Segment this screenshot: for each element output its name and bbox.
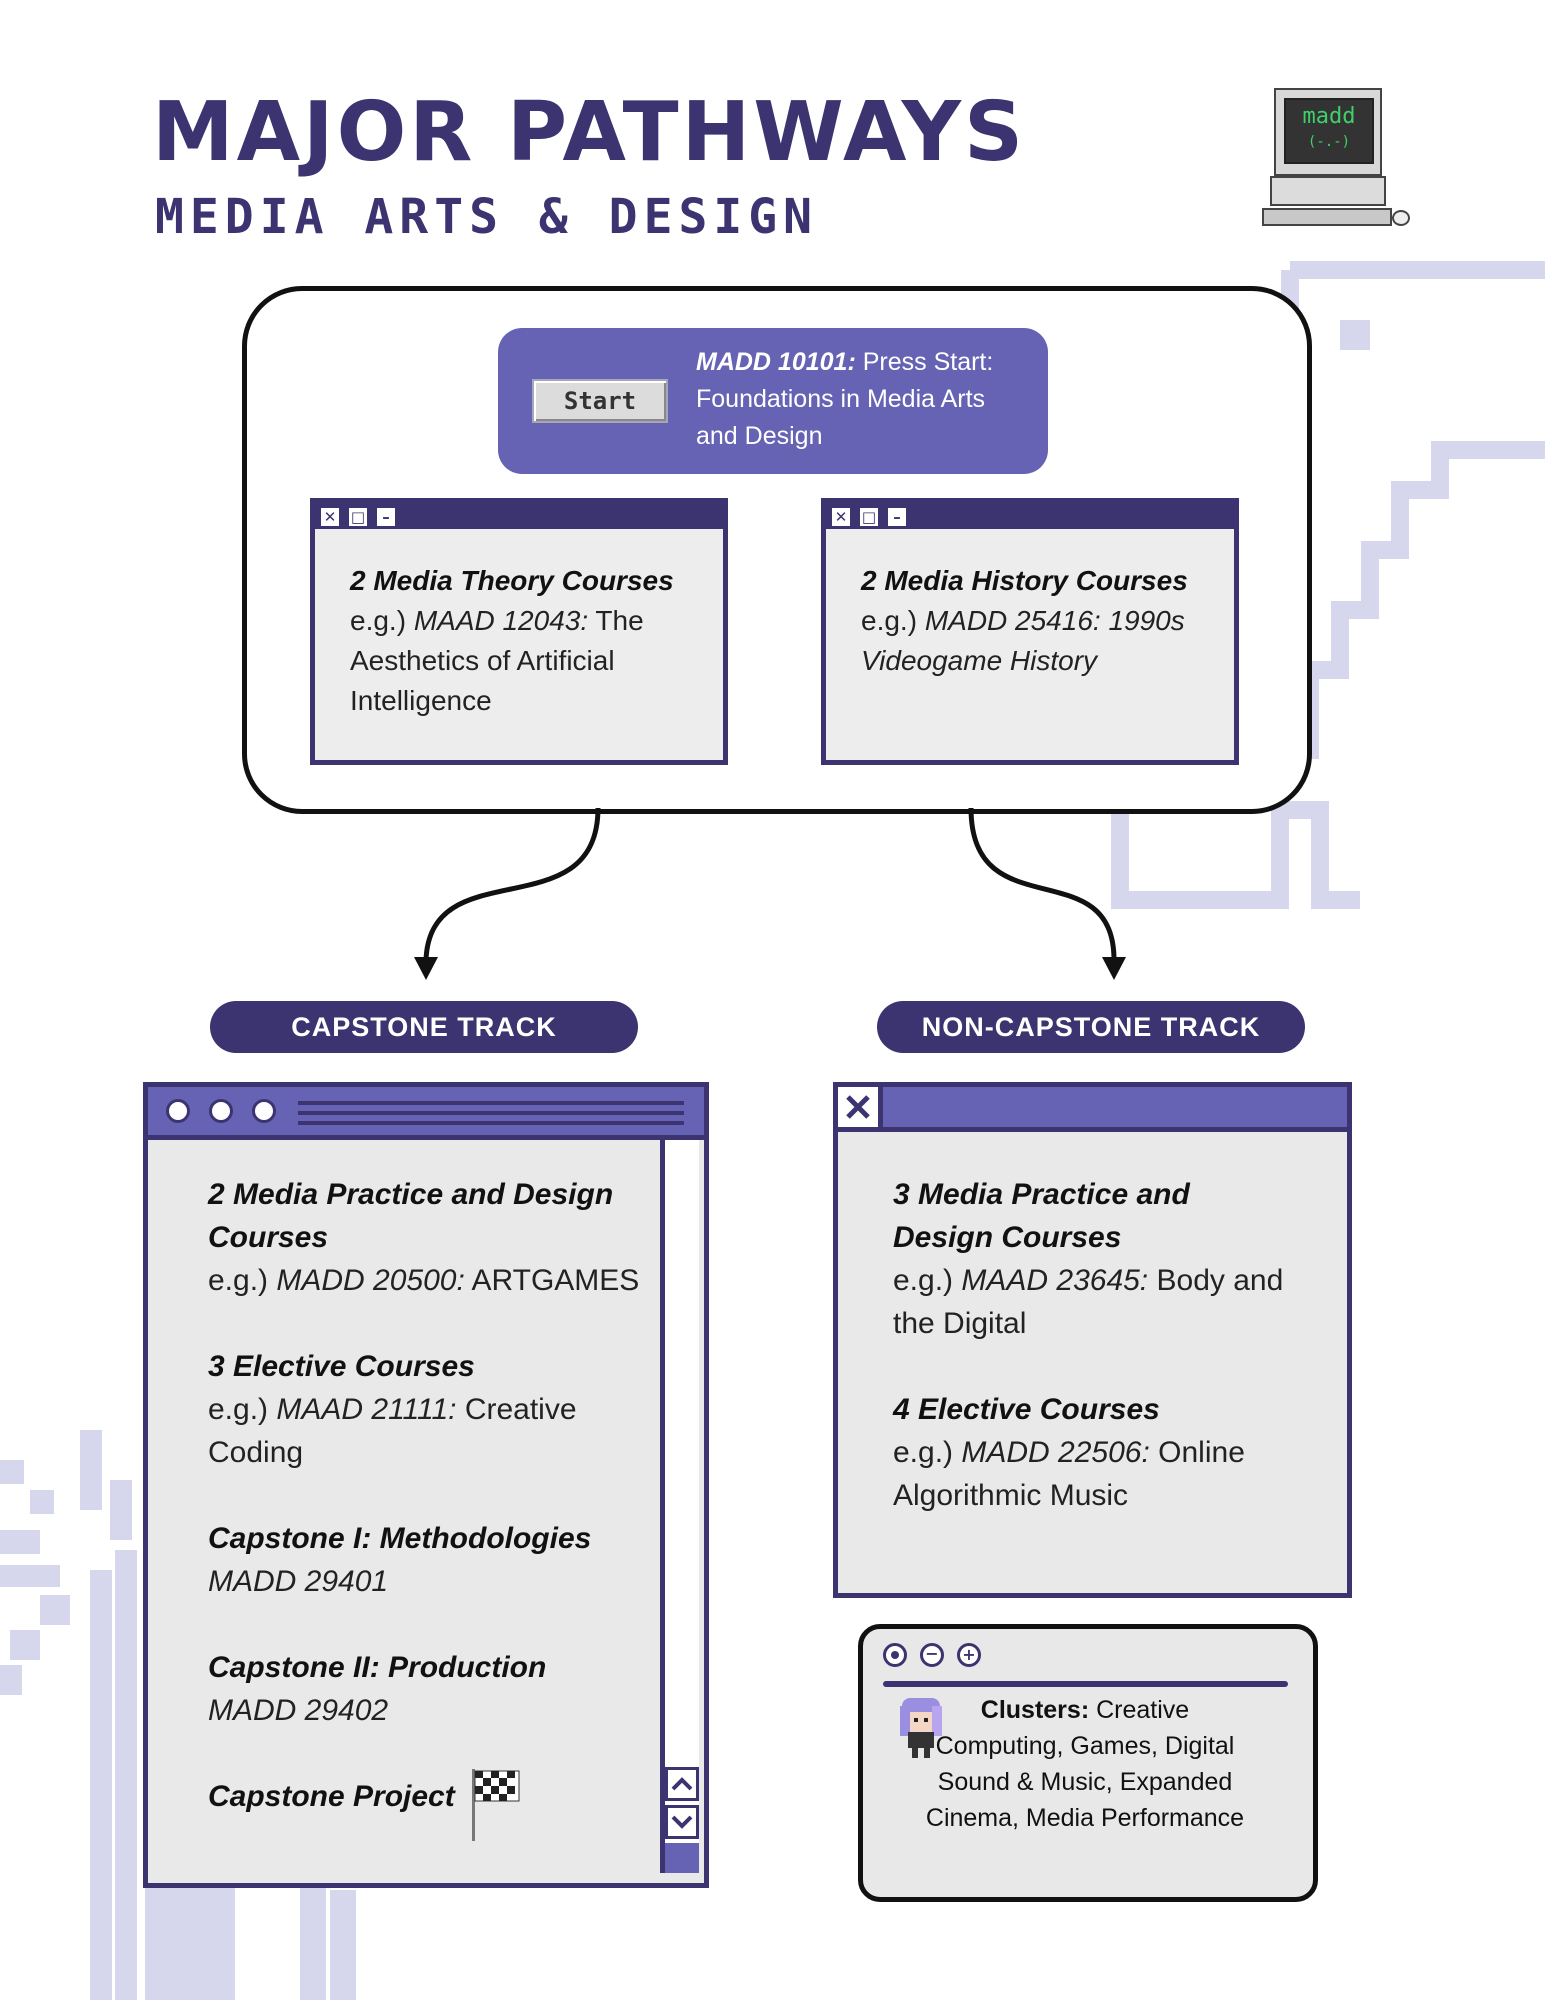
history-heading: 2 Media History Courses	[861, 565, 1188, 596]
capstone2-code: MADD 29402	[208, 1694, 389, 1727]
titlebar-lines	[298, 1101, 684, 1105]
page-subtitle: MEDIA ARTS & DESIGN	[155, 189, 819, 245]
start-course-title: Press Start: Foundations in Media Arts and Design	[696, 348, 994, 450]
noncapstone-elective-example: e.g.) MADD 22506: Online Algorithmic Music	[893, 1436, 1245, 1512]
chevron-down-icon	[668, 1808, 696, 1836]
titlebar-lines	[298, 1111, 684, 1115]
logo-face: (-.-)	[1307, 134, 1351, 150]
clusters-divider	[883, 1681, 1288, 1687]
minimize-icon[interactable]: –	[887, 507, 907, 527]
clusters-label: Clusters:	[980, 1696, 1090, 1724]
capstone-window	[143, 1082, 709, 1888]
titlebar-lines	[298, 1121, 684, 1125]
maximize-icon[interactable]: □	[348, 507, 368, 527]
window-dot-icon[interactable]	[883, 1643, 907, 1667]
noncapstone-track-label: NON-CAPSTONE TRACK	[877, 1001, 1305, 1053]
capstone-practice-heading: 2 Media Practice and Design Courses	[208, 1178, 614, 1254]
window-dot-icon[interactable]	[252, 1099, 276, 1123]
chevron-up-icon	[668, 1770, 696, 1798]
arrow-head-capstone	[414, 957, 438, 980]
capstone1-code: MADD 29401	[208, 1565, 389, 1598]
noncapstone-window	[833, 1082, 1352, 1598]
clusters-list: Creative Computing, Games, Digital Sound & Music, Expanded Cinema, Media Performance	[925, 1696, 1245, 1832]
minimize-icon[interactable]: –	[376, 507, 396, 527]
theory-title: The Aesthetics of Artificial Intelligence	[350, 605, 644, 716]
maximize-icon[interactable]: □	[859, 507, 879, 527]
start-button[interactable]: Start	[532, 379, 668, 423]
capstone1-heading: Capstone I: Methodologies	[208, 1522, 592, 1555]
close-icon[interactable]: ✕	[831, 507, 851, 527]
logo-text: madd	[1302, 104, 1356, 129]
noncapstone-practice-heading: 3 Media Practice and Design Courses	[893, 1178, 1190, 1254]
scrollbar[interactable]	[660, 1140, 699, 1873]
noncapstone-elective-heading: 4 Elective Courses	[893, 1393, 1160, 1426]
scroll-down-button[interactable]	[665, 1805, 699, 1839]
arrow-to-noncapstone	[971, 808, 1114, 960]
page-title: MAJOR PATHWAYS	[152, 85, 1027, 180]
noncapstone-text	[893, 1173, 1293, 1517]
plus-circle-icon[interactable]: +	[957, 1643, 981, 1667]
minus-circle-icon[interactable]: −	[920, 1643, 944, 1667]
capstone2-heading: Capstone II: Production	[208, 1651, 547, 1684]
history-code: MADD 25416: 1990s Videogame History	[861, 605, 1185, 676]
scroll-thumb[interactable]	[665, 1843, 699, 1873]
noncapstone-practice-example: e.g.) MAAD 23645: Body and the Digital	[893, 1264, 1284, 1340]
theory-eg: e.g.)	[350, 605, 407, 636]
arrow-head-noncapstone	[1102, 957, 1126, 980]
capstone-elective-heading: 3 Elective Courses	[208, 1350, 475, 1383]
scroll-up-button[interactable]	[665, 1767, 699, 1801]
clusters-text	[920, 1692, 1250, 1836]
checkered-flag-icon	[470, 1767, 522, 1843]
capstone-elective-example: e.g.) MAAD 21111: Creative Coding	[208, 1393, 577, 1469]
x-icon	[838, 1087, 878, 1127]
window-titlebar	[838, 1087, 1347, 1132]
capstone-track-label: CAPSTONE TRACK	[210, 1001, 638, 1053]
close-icon[interactable]: ✕	[320, 507, 340, 527]
capstone-practice-example: e.g.) MADD 20500: ARTGAMES	[208, 1264, 640, 1297]
close-icon[interactable]	[838, 1087, 883, 1127]
history-eg: e.g.)	[861, 605, 918, 636]
capstone-project-heading: Capstone Project	[208, 1780, 455, 1813]
window-dot-icon[interactable]	[166, 1099, 190, 1123]
window-dot-icon[interactable]	[209, 1099, 233, 1123]
arrow-to-capstone	[426, 808, 598, 960]
theory-heading: 2 Media Theory Courses	[350, 565, 674, 596]
theory-code: MAAD 12043:	[413, 605, 589, 636]
capstone-text	[208, 1173, 648, 1818]
start-course-code: MADD 10101:	[696, 348, 856, 376]
